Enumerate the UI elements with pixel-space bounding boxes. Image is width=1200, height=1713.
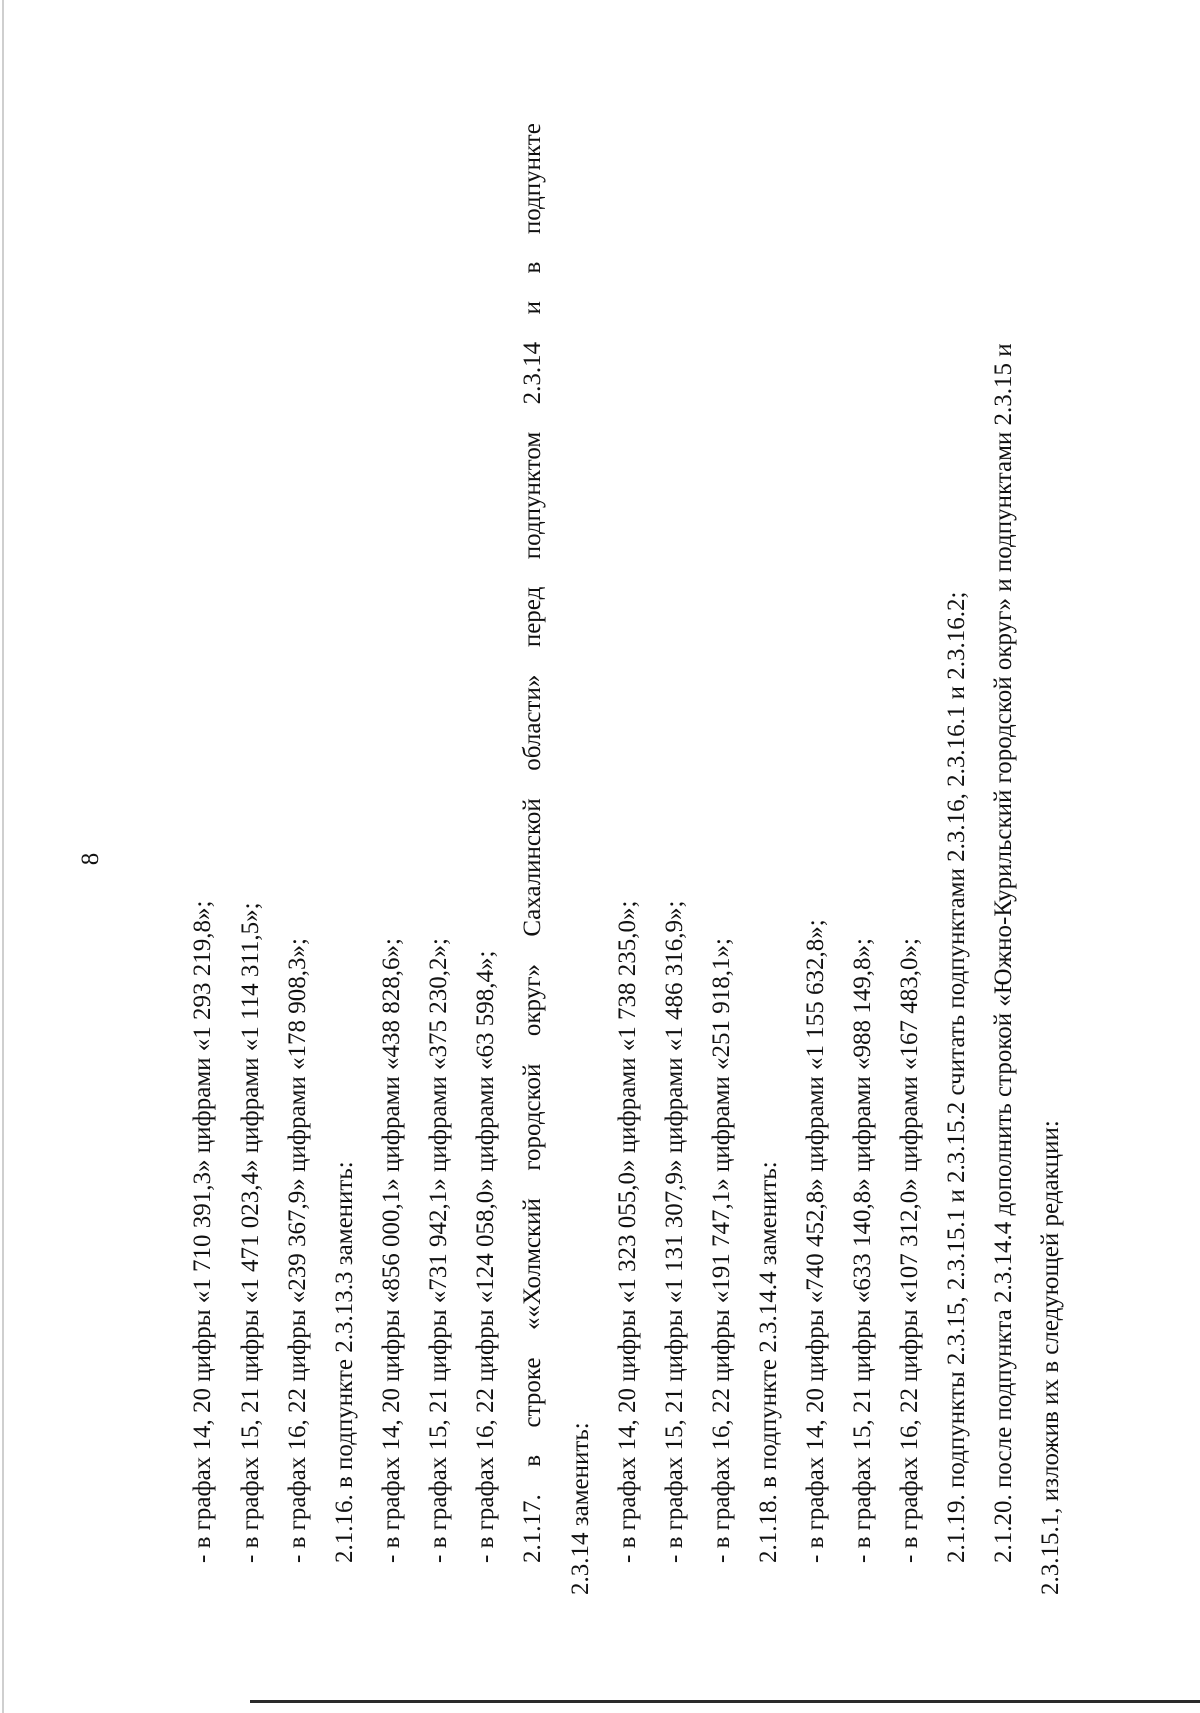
- text-word: городской: [519, 1063, 546, 1171]
- text-line-justified: [518, 123, 548, 1563]
- text-line: - в графах 14, 20 цифры «740 452,8» цифрами «1 155 632,8»;: [802, 919, 829, 1563]
- text-line: - в графах 16, 22 цифры «191 747,1» цифрами «251 918,1»;: [708, 938, 735, 1563]
- text-line: 2.3.15.1, изложив их в следующей редакции:: [1037, 1120, 1064, 1595]
- text-word: ««Холмский: [519, 1198, 546, 1331]
- text-word: подпунктом: [519, 431, 546, 560]
- text-line: 2.1.18. в подпункте 2.3.14.4 заменить:: [755, 1161, 782, 1563]
- text-word: подпункте: [519, 123, 546, 235]
- text-line: 2.3.14 заменить:: [567, 1422, 594, 1595]
- text-line: 2.1.20. после подпункта 2.3.14.4 дополнить строкой «Южно-Курильский городской округ» и подпунктами 2.3.15 и: [990, 343, 1017, 1563]
- text-line: - в графах 15, 21 цифры «1 471 023,4» цифрами «1 114 311,5»;: [237, 902, 264, 1563]
- text-line: - в графах 16, 22 цифры «107 312,0» цифрами «167 483,0»;: [896, 938, 923, 1563]
- text-line: - в графах 14, 20 цифры «1 323 055,0» цифрами «1 738 235,0»;: [614, 900, 641, 1563]
- text-line: - в графах 14, 20 цифры «1 710 391,3» цифрами «1 293 219,8»;: [189, 900, 216, 1563]
- text-line: - в графах 16, 22 цифры «124 058,0» цифрами «63 598,4»;: [472, 950, 499, 1563]
- page-number: 8: [77, 852, 104, 866]
- text-line: - в графах 15, 21 цифры «633 140,8» цифрами «988 149,8»;: [849, 938, 876, 1563]
- text-line: - в графах 15, 21 цифры «1 131 307,9» цифрами «1 486 316,9»;: [661, 900, 688, 1563]
- text-word: 2.3.14: [519, 341, 546, 405]
- text-word: перед: [519, 586, 546, 648]
- text-word: Сахалинской: [519, 798, 546, 937]
- text-word: области»: [519, 674, 546, 771]
- text-word: в: [519, 1454, 546, 1467]
- text-line: 2.1.16. в подпункте 2.3.13.3 заменить:: [331, 1161, 358, 1563]
- text-word: в: [519, 261, 546, 274]
- text-word: 2.1.17.: [519, 1494, 546, 1563]
- text-word: строке: [519, 1357, 546, 1428]
- text-word: округ»: [519, 964, 546, 1037]
- text-line: - в графах 16, 22 цифры «239 367,9» цифрами «178 908,3»;: [284, 938, 311, 1563]
- text-line: - в графах 14, 20 цифры «856 000,1» цифрами «438 828,6»;: [378, 938, 405, 1563]
- text-word: и: [519, 300, 546, 315]
- text-line: - в графах 15, 21 цифры «731 942,1» цифрами «375 230,2»;: [425, 938, 452, 1563]
- text-line: 2.1.19. подпункты 2.3.15, 2.3.15.1 и 2.3.15.2 считать подпунктами 2.3.16, 2.3.16.1 и 2.3.16.2;: [943, 591, 970, 1563]
